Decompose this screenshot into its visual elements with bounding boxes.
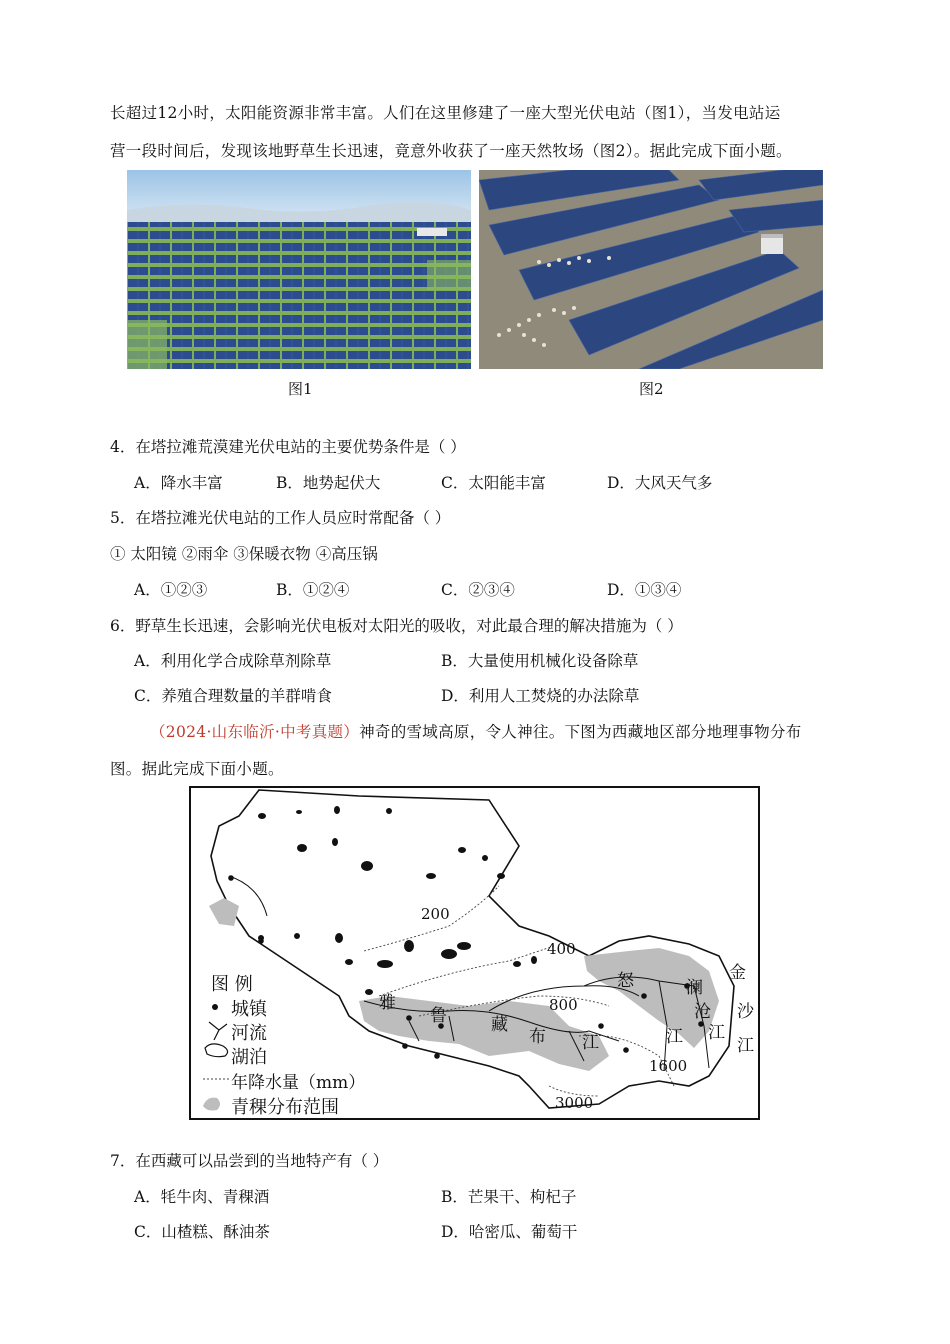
passage-2-line-2: 图。据此完成下面小题。 xyxy=(110,760,284,778)
question-4-option-c[interactable]: C．太阳能丰富 xyxy=(441,474,546,492)
isoline-label-400: 400 xyxy=(547,940,576,958)
solar-field-sheep-image xyxy=(479,170,823,369)
figure-2-caption: 图2 xyxy=(639,380,664,398)
isoline-label-3000: 3000 xyxy=(555,1094,594,1112)
question-6-option-b[interactable]: B．大量使用机械化设备除草 xyxy=(441,652,639,670)
isoline-label-200: 200 xyxy=(421,905,450,923)
question-6-option-d[interactable]: D．利用人工焚烧的办法除草 xyxy=(441,687,640,705)
question-6-option-a[interactable]: A．利用化学合成除草剂除草 xyxy=(134,652,332,670)
question-7-option-b[interactable]: B．芒果干、枸杞子 xyxy=(441,1188,577,1206)
question-5-option-c[interactable]: C．②③④ xyxy=(441,581,515,599)
question-6-stem: 6．野草生长迅速，会影响光伏电板对太阳光的吸收，对此最合理的解决措施为（ ） xyxy=(110,617,683,635)
question-4-option-d[interactable]: D．大风天气多 xyxy=(607,474,713,492)
river-yarlung-char-5: 江 xyxy=(582,1033,599,1053)
river-jinsha-char-3: 江 xyxy=(708,1023,725,1043)
legend-precip-label: 年降水量（mm） xyxy=(231,1073,366,1093)
river-lancang-char-2: 沧 xyxy=(694,1002,711,1022)
question-4-option-a[interactable]: A．降水丰富 xyxy=(134,474,223,492)
question-7-stem: 7．在西藏可以品尝到的当地特产有（ ） xyxy=(110,1152,389,1170)
question-7-option-a[interactable]: A．牦牛肉、青稞酒 xyxy=(134,1188,270,1206)
tibet-map xyxy=(189,786,760,1120)
question-4-option-b[interactable]: B．地势起伏大 xyxy=(276,474,381,492)
question-5-stem: 5．在塔拉滩光伏电站的工作人员应时常配备（ ） xyxy=(110,509,451,527)
river-lancang-char-1: 澜 xyxy=(686,978,703,998)
question-5-option-d[interactable]: D．①③④ xyxy=(607,581,682,599)
river-jinsha-char-1: 金 xyxy=(729,963,746,983)
passage-2-source: （2024·山东临沂·中考真题） xyxy=(150,723,360,741)
river-lancang-char-3: 江 xyxy=(666,1027,683,1047)
river-yarlung-char-2: 鲁 xyxy=(430,1006,447,1026)
question-6-option-c[interactable]: C．养殖合理数量的羊群啃食 xyxy=(134,687,332,705)
river-yarlung-char-3: 藏 xyxy=(491,1015,508,1035)
question-7-option-d[interactable]: D．哈密瓜、葡萄干 xyxy=(441,1223,578,1241)
legend-lake-label: 湖泊 xyxy=(231,1047,267,1068)
river-jinsha-char-4: 江 xyxy=(737,1036,754,1056)
legend-town-label: 城镇 xyxy=(231,999,267,1020)
figure-2-photo xyxy=(479,170,823,369)
legend-title: 图 例 xyxy=(211,974,253,995)
question-5-items: ① 太阳镜 ②雨伞 ③保暖衣物 ④高压锅 xyxy=(110,545,378,563)
isoline-label-800: 800 xyxy=(549,996,578,1014)
question-5-option-b[interactable]: B．①②④ xyxy=(276,581,350,599)
figure-1-photo xyxy=(127,170,471,369)
question-5-option-a[interactable]: A．①②③ xyxy=(134,581,208,599)
river-yarlung-char-1: 雅 xyxy=(379,993,396,1013)
river-jinsha-char-2: 沙 xyxy=(737,1002,754,1022)
intro-line-1: 长超过12小时，太阳能资源非常丰富。人们在这里修建了一座大型光伏电站（图1），当发电站运 xyxy=(110,104,781,122)
isoline-label-1600: 1600 xyxy=(649,1057,688,1075)
passage-2-line-1 xyxy=(150,720,802,742)
river-yarlung-char-4: 布 xyxy=(529,1027,546,1047)
legend-river-label: 河流 xyxy=(231,1023,267,1044)
question-4-stem: 4．在塔拉滩荒漠建光伏电站的主要优势条件是（ ） xyxy=(110,438,466,456)
legend-barley-label: 青稞分布范围 xyxy=(231,1097,339,1118)
river-nu-label: 怒 xyxy=(617,971,634,991)
intro-line-2: 营一段时间后，发现该地野草生长迅速，竟意外收获了一座天然牧场（图2）。据此完成下面小题。 xyxy=(110,142,792,160)
question-7-option-c[interactable]: C．山楂糕、酥油茶 xyxy=(134,1223,270,1241)
solar-field-grassland-image xyxy=(127,170,471,369)
passage-2-text-1: 神奇的雪域高原，令人神往。下图为西藏地区部分地理事物分布 xyxy=(359,723,802,741)
figure-1-caption: 图1 xyxy=(288,380,313,398)
